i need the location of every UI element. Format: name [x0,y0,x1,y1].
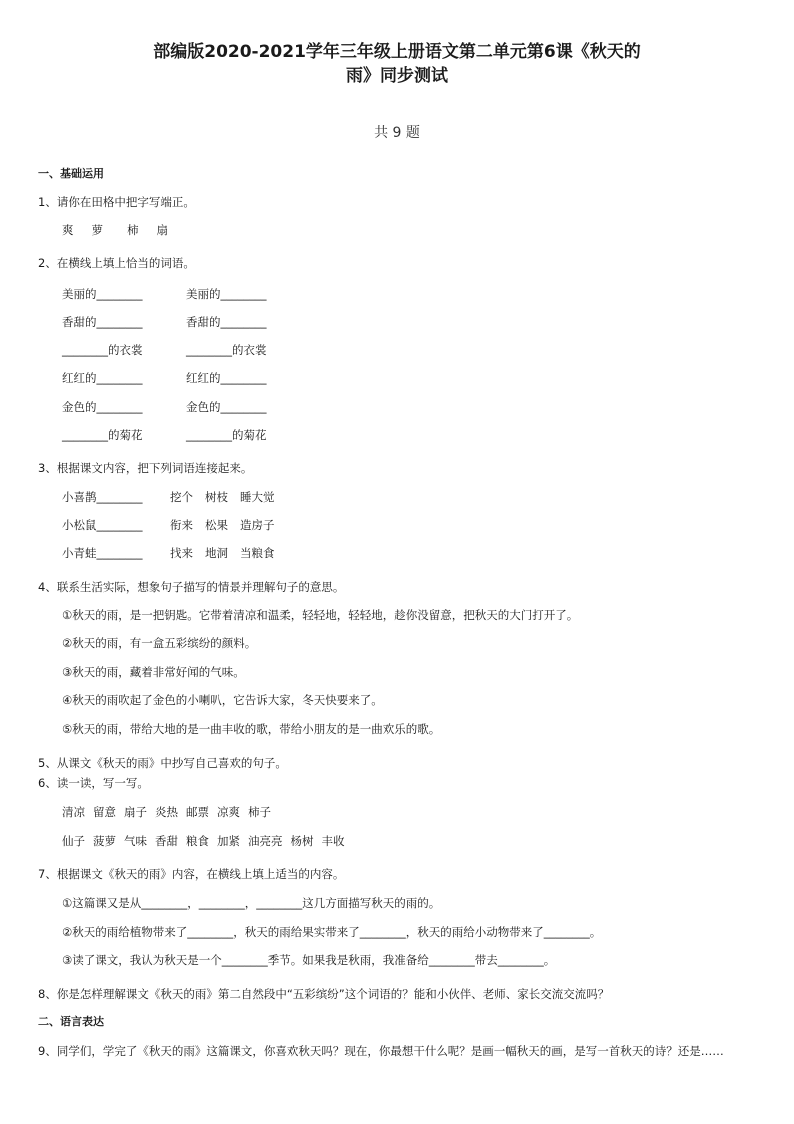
q4-sentence: ⑤秋天的雨，带给大地的是一曲丰收的歌，带给小朋友的是一曲欢乐的歌。 [62,722,441,736]
question-5: 5、从课文《秋天的雨》中抄写自己喜欢的句子。 [38,756,287,770]
question-7: 7、根据课文《秋天的雨》内容，在横线上填上适当的内容。 [38,867,345,881]
q1-char: 爽 [62,223,74,237]
q6-row2 [62,833,353,849]
q4-sentence: ④秋天的雨吹起了金色的小喇叭，它告诉大家，冬天快要来了。 [62,693,383,707]
q6-word: 炎热 [155,805,178,819]
q3-word: 当粮食 [240,546,275,560]
section-heading-basic: 一、基础运用 [38,167,104,180]
q1-char: 萝 [91,223,103,237]
q2-blank[interactable]: ________的衣裳 [186,343,267,357]
page-title-line2: 雨》同步测试 [346,66,448,86]
q6-word: 粮食 [186,834,209,848]
question-3: 3、根据课文内容，把下列词语连接起来。 [38,461,253,475]
page-title-line1: 部编版2020-2021学年三年级上册语文第二单元第6课《秋天的 [153,42,641,62]
q3-row [62,489,283,505]
q3-row [62,517,283,533]
q3-animal[interactable]: 小青蛙________ [62,546,143,560]
q6-word: 加紧 [217,834,240,848]
q6-word: 油亮亮 [248,834,283,848]
q7-fill[interactable]: ③读了课文，我认为秋天是一个________季节。如果我是秋雨，我准备给________带去________。 [62,953,556,967]
q2-blank[interactable]: 金色的________ [186,400,267,414]
q2-blank[interactable]: ________的菊花 [186,428,267,442]
q6-word: 菠萝 [93,834,116,848]
q2-blank[interactable]: 香甜的________ [62,315,143,329]
question-6: 6、读一读，写一写。 [38,776,149,790]
q4-sentence: ①秋天的雨，是一把钥匙。它带着清凉和温柔，轻轻地，轻轻地，趁你没留意，把秋天的大门打开了。 [62,608,579,622]
section-heading-expression: 二、语言表达 [38,1015,104,1028]
q3-word: 树枝 [205,490,228,504]
q2-blank[interactable]: 红红的________ [62,371,143,385]
q6-row1 [62,804,279,820]
question-2: 2、在横线上填上恰当的词语。 [38,256,195,270]
q6-word: 清凉 [62,805,85,819]
q3-word: 衔来 [170,518,193,532]
q3-word: 睡大觉 [240,490,275,504]
question-1: 1、请你在田格中把字写端正。 [38,195,195,209]
question-4: 4、联系生活实际，想象句子描写的情景并理解句子的意思。 [38,580,345,594]
q2-blank[interactable]: ________的菊花 [62,428,143,442]
q2-blank[interactable]: 美丽的________ [186,287,267,301]
q6-word: 丰收 [321,834,345,848]
q4-sentence: ③秋天的雨，藏着非常好闻的气味。 [62,665,245,679]
q6-word: 留意 [93,805,116,819]
q3-word: 找来 [170,546,193,560]
q2-blank[interactable]: 红红的________ [186,371,267,385]
q6-word: 杨树 [290,834,314,848]
question-9: 9、同学们，学完了《秋天的雨》这篇课文，你喜欢秋天吗？现在，你最想干什么呢？是画一幅秋天的画，是写一首秋天的诗？还是…… [38,1044,724,1058]
q3-word: 松果 [205,518,228,532]
q3-word: 挖个 [170,490,193,504]
q7-fill[interactable]: ②秋天的雨给植物带来了________，秋天的雨给果实带来了________，秋天的雨给小动物带来了________。 [62,925,602,939]
q6-word: 柿子 [248,805,271,819]
q1-char: 柿 [127,223,139,237]
q6-word: 凉爽 [217,805,240,819]
q2-blank[interactable]: ________的衣裳 [62,343,143,357]
q2-blank[interactable]: 金色的________ [62,400,143,414]
q3-word: 地洞 [205,546,228,560]
q1-chars [62,222,186,238]
q4-sentence: ②秋天的雨，有一盒五彩缤纷的颜料。 [62,636,257,650]
q7-fill[interactable]: ①这篇课又是从________，________，________这几方面描写秋天的雨的。 [62,896,441,910]
question-count: 共 9 题 [374,125,420,141]
question-8: 8、你是怎样理解课文《秋天的雨》第二自然段中“五彩缤纷”这个词语的？能和小伙伴、老师、家长交流交流吗？ [38,987,610,1001]
q6-word: 扇子 [124,805,147,819]
q2-blank[interactable]: 美丽的________ [62,287,143,301]
q1-char: 扇 [156,223,168,237]
q6-word: 气味 [124,834,147,848]
q3-animal[interactable]: 小松鼠________ [62,518,143,532]
q3-word: 造房子 [240,518,275,532]
q3-animal[interactable]: 小喜鹊________ [62,490,143,504]
q3-row [62,545,283,561]
q6-word: 仙子 [62,834,85,848]
q2-blank[interactable]: 香甜的________ [186,315,267,329]
q6-word: 邮票 [186,805,209,819]
q6-word: 香甜 [155,834,178,848]
